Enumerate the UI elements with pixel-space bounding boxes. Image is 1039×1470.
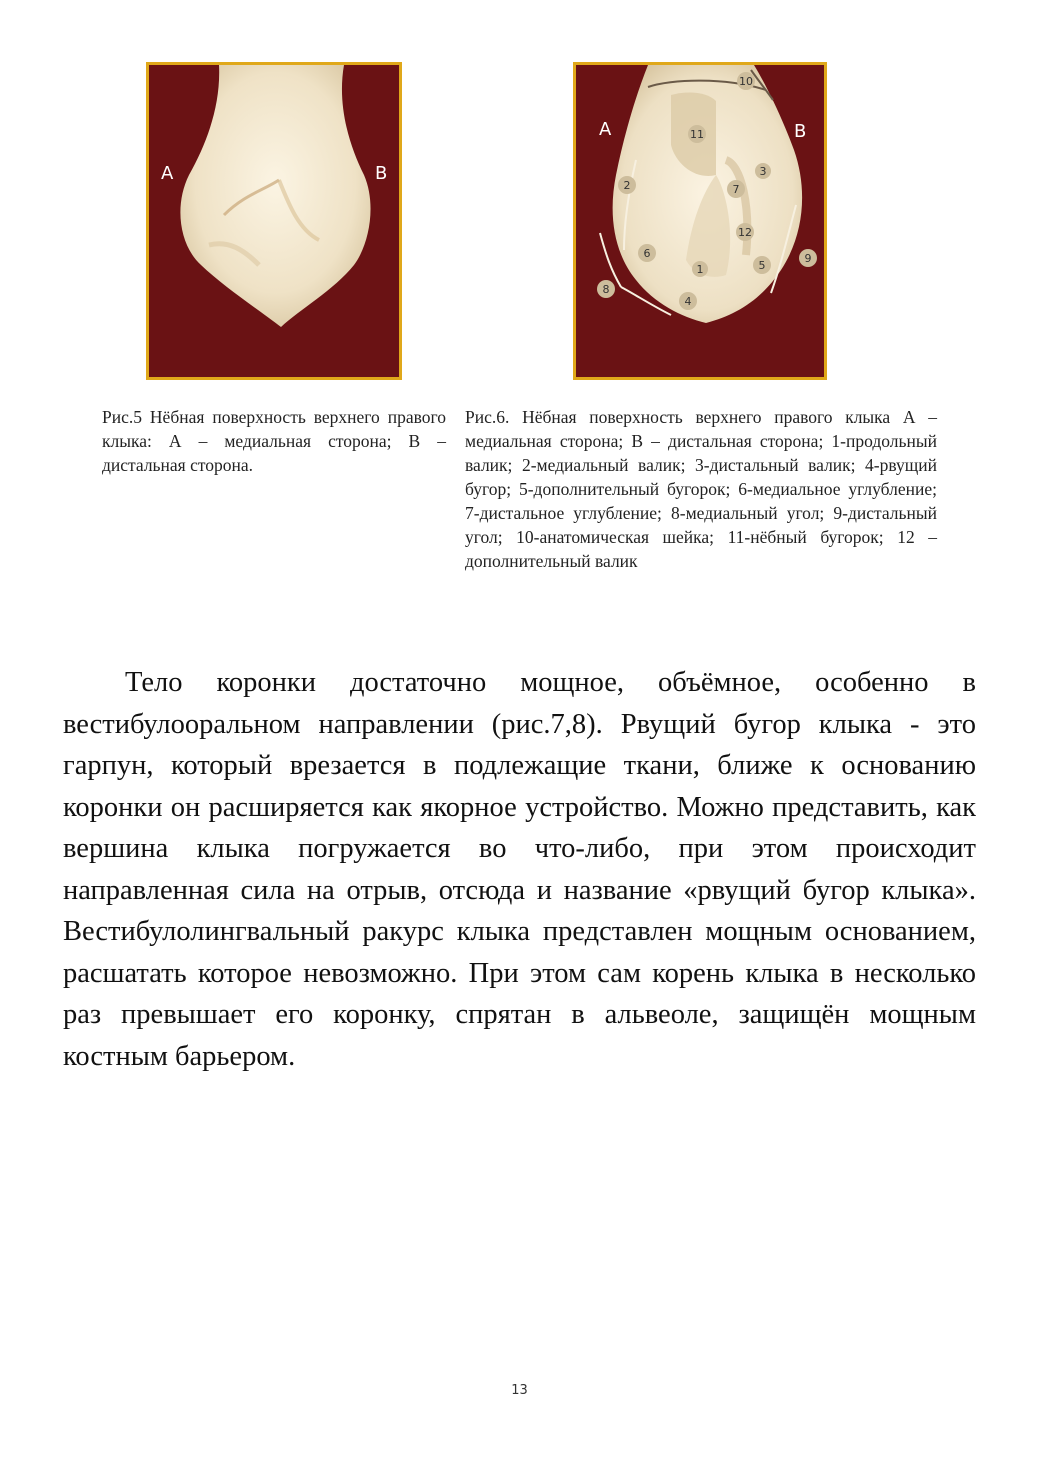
marker-7 — [727, 180, 745, 198]
label-a: A — [599, 119, 612, 140]
figure-6-image — [573, 62, 827, 380]
marker-3 — [755, 163, 771, 179]
svg-text:5: 5 — [758, 259, 766, 272]
tooth-crown-shape — [180, 65, 370, 327]
svg-text:9: 9 — [804, 252, 812, 265]
marker-11 — [688, 125, 706, 143]
svg-text:10: 10 — [739, 75, 753, 88]
svg-text:8: 8 — [602, 283, 610, 296]
label-a: A — [161, 163, 174, 184]
marker-6 — [638, 244, 656, 262]
canine-anatomy-diagram — [576, 65, 824, 377]
figure-5-image — [146, 62, 402, 380]
marker-12 — [736, 223, 754, 241]
svg-text:2: 2 — [623, 179, 631, 192]
body-paragraph: Тело коронки достаточно мощное, объёмное, особенно в вестибулооральном направлении (рис.7,8). Рвущий бугор клыка - это гарпун, который врезается в подлежащие ткани, ближе к основанию коронки он расширяется как якорное устройство. Можно представить, как вершина клыка погружается во что-либо, при этом происходит направленная сила на отрыв, отсюда и название «рвущий бугор клыка». Вестибулолингвальный ракурс клыка представлен мощным основанием, расшатать которое невозможно. При этом сам корень клыка в несколько раз превышает его коронку, спрятан в альвеоле, защищён мощным костным барьером. — [63, 667, 976, 1072]
svg-text:6: 6 — [643, 247, 651, 260]
svg-text:12: 12 — [738, 226, 752, 239]
marker-9 — [799, 249, 817, 267]
marker-8 — [597, 280, 615, 298]
marker-5 — [753, 256, 771, 274]
figure-6-caption: Рис.6. Нёбная поверхность верхнего правого клыка А – медиальная сторона; В – дистальная сторона; 1-продольный валик; 2-медиальный валик; 3-дистальный валик; 4-рвущий бугор; 5-дополнительный бугорок; 6-медиальное углубление; 7-дистальное углубление; 8-медиальный угол; 9-дистальный угол; 10-анатомическая шейка; 11-нёбный бугорок; 12 – дополнительный валик — [465, 407, 937, 571]
figure-5-caption: Рис.5 Нёбная поверхность верхнего правого клыка: А – медиальная сторона; В – дистальная сторона. — [102, 407, 446, 475]
svg-text:11: 11 — [690, 128, 704, 141]
marker-1 — [692, 261, 708, 277]
page-number: 13 — [511, 1383, 528, 1398]
marker-2 — [618, 176, 636, 194]
svg-text:7: 7 — [732, 183, 740, 196]
svg-text:1: 1 — [696, 263, 704, 276]
label-b: B — [375, 163, 388, 184]
marker-10 — [737, 72, 755, 90]
marker-4 — [679, 292, 697, 310]
canine-palatal-surface-illustration — [149, 65, 399, 377]
label-b: B — [794, 121, 807, 142]
svg-text:4: 4 — [684, 295, 692, 308]
svg-text:3: 3 — [759, 165, 767, 178]
